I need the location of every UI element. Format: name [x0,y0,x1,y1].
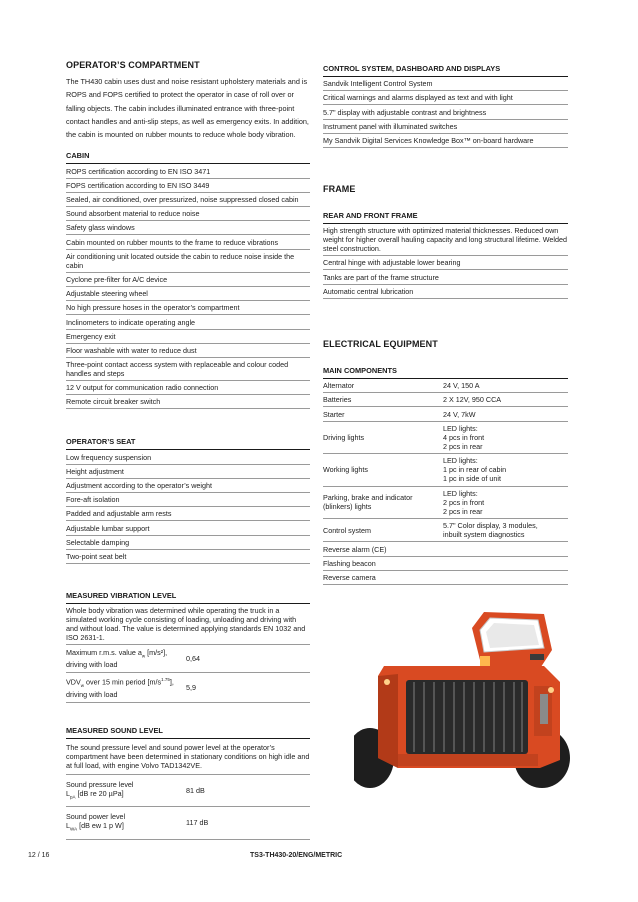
left-column [66,60,310,840]
list-item: Safety glass windows [66,221,310,235]
list-item: Sound absorbent material to reduce noise [66,207,310,221]
vibration-row1-value: 0,64 [186,645,310,672]
document-id: TS3-TH430-20/ENG/METRIC [250,852,343,859]
table-row [323,542,568,556]
vibration-table [66,645,310,703]
table-row [323,379,568,393]
vibration-row2-label: $VDV_w$ over 15 min period $[m/s^{1.75}]$, driving with load [66,672,186,702]
list-item: High strength structure with optimized material thicknesses. Reduced own weight for higher overall hauling capacity and long structural lifetime. Welded steel construction. [323,224,568,256]
electrical-table [323,379,568,586]
electrical-key: Flashing beacon [323,556,568,570]
list-item: Three-point contact access system with replaceable and colour coded handles and steps [66,358,310,381]
sound-row2-label: Sound power level $L_{WA}$ [dB ew 1 p W] [66,807,186,839]
electrical-key: Starter [323,407,443,421]
electrical-value-line: 24 V, 150 A [443,380,480,390]
electrical-value [443,407,568,421]
electrical-value [443,518,568,541]
sound-title: MEASURED SOUND LEVEL [66,726,310,739]
right-column [323,60,568,585]
list-item: Padded and adjustable arm rests [66,507,310,521]
table-row [323,393,568,407]
electrical-value-line: LED lights: [443,424,478,433]
cabin-graphic [472,612,552,670]
table-row [66,645,310,672]
list-item: Inclinometers to indicate operating angle [66,315,310,329]
table-row [323,454,568,486]
electrical-key: Alternator [323,379,443,393]
list-item: Adjustable steering wheel [66,287,310,301]
list-item: Low frequency suspension [66,450,310,464]
list-item: Central hinge with adjustable lower bearing [323,256,568,270]
seat-list [66,450,310,564]
electrical-title: ELECTRICAL EQUIPMENT [323,338,438,349]
table-row [323,407,568,421]
cabin-list [66,164,310,409]
operators-compartment-intro: The TH430 cabin uses dust and noise resistant upholstery materials and is ROPS and FOPS certified to protect the operator in case of roll over or falling objects. The cabin includes illuminated entrance with three-point contact handles and anti-slip steps, as well as emergency exits. In addition, the cabin is mounted on rubber mounts to reduce whole body vibration. [66,77,309,140]
electrical-key: Driving lights [323,421,443,453]
list-item: Cyclone pre-filter for A/C device [66,273,310,287]
list-item: 5.7" display with adjustable contrast and brightness [323,105,568,119]
vibration-title: MEASURED VIBRATION LEVEL [66,591,310,604]
list-item: FOPS certification according to EN ISO 3449 [66,179,310,193]
electrical-key: Working lights [323,454,443,486]
control-system-title: CONTROL SYSTEM, DASHBOARD AND DISPLAYS [323,60,568,77]
sound-row2-value: 117 dB [186,807,310,839]
electrical-value-line: 5.7" Color display, 3 modules, [443,521,538,531]
electrical-value-line: 2 X 12V, 950 CCA [443,395,502,405]
list-item: Adjustable lumbar support [66,521,310,535]
seat-title: OPERATOR’S SEAT [66,437,310,450]
electrical-value-line: 2 pcs in rear [443,506,483,516]
list-item: Critical warnings and alarms displayed as text and with light [323,91,568,105]
frame-list [323,224,568,299]
electrical-key: Reverse camera [323,571,568,585]
electrical-key: Batteries [323,393,443,407]
electrical-value-line: LED lights: [443,488,478,498]
sound-row1-label: Sound pressure level $L_{pA}$ [dB re 20 µPa] [66,775,186,807]
electrical-value-line: 4 pcs in front [443,433,485,442]
electrical-value-line: 2 pcs in rear [443,442,483,451]
table-row [323,571,568,585]
list-item: Emergency exit [66,330,310,344]
list-item: Remote circuit breaker switch [66,395,310,409]
electrical-key: Reverse alarm (CE) [323,542,568,556]
electrical-value [443,393,568,407]
table-row [66,672,310,702]
list-item: ROPS certification according to EN ISO 3471 [66,164,310,178]
list-item: Adjustment according to the operator’s weight [66,479,310,493]
electrical-key: Parking, brake and indicator (blinkers) lights [323,486,443,518]
sound-text: The sound pressure level and sound power level at the operator’s compartment have been determined in stationary conditions on high idle and at full load, with engine Volvo TAD1342VE. [66,739,310,775]
vibration-row1-label: Maximum r.m.s. value $a_w$ [m/s²], driving with load [66,645,186,672]
table-row [323,486,568,518]
list-item: Sandvik Intelligent Control System [323,77,568,91]
list-item: Tanks are part of the frame structure [323,270,568,284]
frame-subtitle: REAR AND FRONT FRAME [323,211,568,224]
table-row [323,421,568,453]
table-row [66,775,310,807]
truck-body [378,666,560,768]
table-row [66,807,310,839]
list-item: My Sandvik Digital Services Knowledge Box™ on-board hardware [323,134,568,148]
list-item: Sealed, air conditioned, over pressurized, noise suppressed closed cabin [66,193,310,207]
electrical-value-line: 1 pc in side of unit [443,474,501,484]
list-item: Selectable damping [66,536,310,550]
list-item: Cabin mounted on rubber mounts to the frame to reduce vibrations [66,235,310,249]
list-item: No high pressure hoses in the operator’s compartment [66,301,310,315]
electrical-value-line: LED lights: [443,456,478,466]
list-item: Floor washable with water to reduce dust [66,344,310,358]
electrical-value-line: inbuilt system diagnostics [443,530,525,540]
page-number: 12 / 16 [28,852,50,859]
list-item: 12 V output for communication radio connection [66,381,310,395]
table-row [323,518,568,541]
list-item: Automatic central lubrication [323,285,568,299]
electrical-value [443,379,568,393]
sound-table [66,775,310,840]
vibration-row2-value: 5,9 [186,672,310,702]
electrical-subtitle: MAIN COMPONENTS [323,366,568,379]
electrical-value-line: 2 pcs in front [443,497,485,507]
operators-compartment-title: OPERATOR’S COMPARTMENT [66,60,200,70]
vibration-text: Whole body vibration was determined while operating the truck in a simulated working cycle consisting of loading, unloading and driving with and without load. The value is determined applying standards EN 1032 and ISO 2631-1. [66,604,310,645]
electrical-value [443,421,568,453]
frame-title: FRAME [323,183,356,194]
list-item: Height adjustment [66,465,310,479]
electrical-value-line: 24 V, 7kW [443,409,476,419]
electrical-value-line: 1 pc in rear of cabin [443,465,507,475]
truck-illustration [354,590,584,790]
sound-row1-value: 81 dB [186,775,310,807]
electrical-value [443,454,568,486]
electrical-value [443,486,568,518]
table-row [323,556,568,570]
cabin-title: CABIN [66,151,310,164]
list-item: Air conditioning unit located outside the cabin to reduce noise inside the cabin [66,250,310,273]
electrical-key: Control system [323,518,443,541]
control-system-list [323,77,568,148]
list-item: Two-point seat belt [66,550,310,564]
list-item: Fore-aft isolation [66,493,310,507]
list-item: Instrument panel with illuminated switches [323,120,568,134]
